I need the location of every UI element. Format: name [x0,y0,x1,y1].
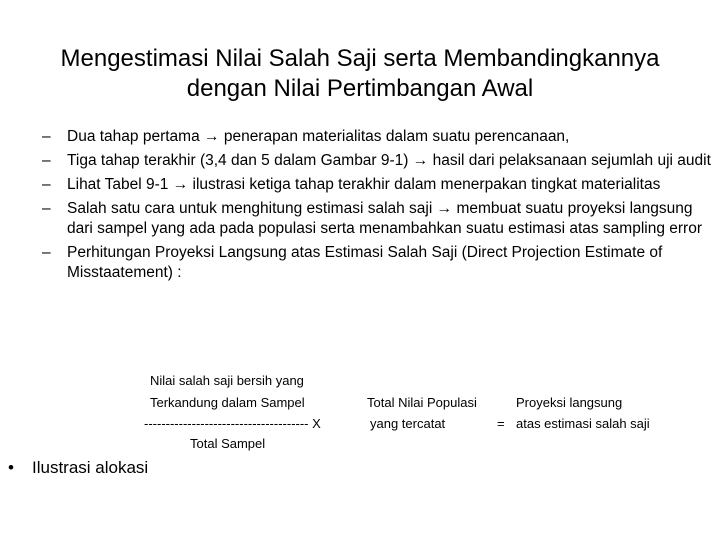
bottom-bullet-text: Ilustrasi alokasi [32,458,149,477]
dash-marker: – [42,200,51,217]
right-arrow-icon: → [172,176,189,193]
bullet-text-continued: penerapan materialitas dalam suatu perencanaan, [223,128,570,145]
bullet-text: Dua tahap pertama [67,128,200,145]
bullet-text: Perhitungan Proyeksi Langsung atas Estimasi Salah Saji (Direct Projection Estimate of Misstaatement) : [67,244,663,281]
formula-result-line-2: atas estimasi salah saji [516,416,650,431]
formula-equals-sign: = [497,416,505,431]
title-line-1: Mengestimasi Nilai Salah Saji serta Membandingkannya [60,45,660,72]
right-arrow-icon: → [204,128,220,145]
bullet-text-continued: membuat suatu proyeksi langsung dari sampel yang ada pada populasi serta menambahkan suatu estimasi atas sampling error [67,200,702,237]
dash-marker: – [42,152,51,169]
formula-numerator-line-1: Nilai salah saji bersih yang [150,373,304,388]
dash-marker: – [42,176,51,193]
bullet-item [42,199,718,239]
dash-marker: – [42,128,51,145]
bullet-item [42,243,718,283]
formula-population-line-2: yang tercatat [370,416,446,431]
bullet-item [42,127,718,147]
formula-numerator-line-2: Terkandung dalam Sampel [150,395,305,410]
right-arrow-icon: → [412,152,429,169]
bullet-text-continued: hasil dari pelaksanaan sejumlah uji audit [432,152,711,169]
bullet-item [42,175,718,195]
bottom-bullet-item [8,457,148,479]
dash-marker: – [42,244,51,261]
bullet-dot-icon: • [8,458,14,477]
formula-population-line-1: Total Nilai Populasi [367,395,477,410]
slide-title [0,44,720,104]
formula-result-line-1: Proyeksi langsung [516,395,623,410]
title-line-2: dengan Nilai Pertimbangan Awal [186,75,534,102]
formula-fraction-line: -------------------------------------- X [144,416,321,431]
bullet-item [42,151,718,171]
bullet-text: Tiga tahap terakhir (3,4 dan 5 dalam Gambar 9-1) [67,152,409,169]
right-arrow-icon: → [436,200,453,217]
bullet-text: Lihat Tabel 9-1 [67,176,169,193]
bullet-list [42,127,718,287]
bullet-text-continued: ilustrasi ketiga tahap terakhir dalam menerpakan tingkat materialitas [192,176,661,193]
formula-denominator: Total Sampel [190,436,266,451]
bullet-text: Salah satu cara untuk menghitung estimasi salah saji [67,200,433,217]
